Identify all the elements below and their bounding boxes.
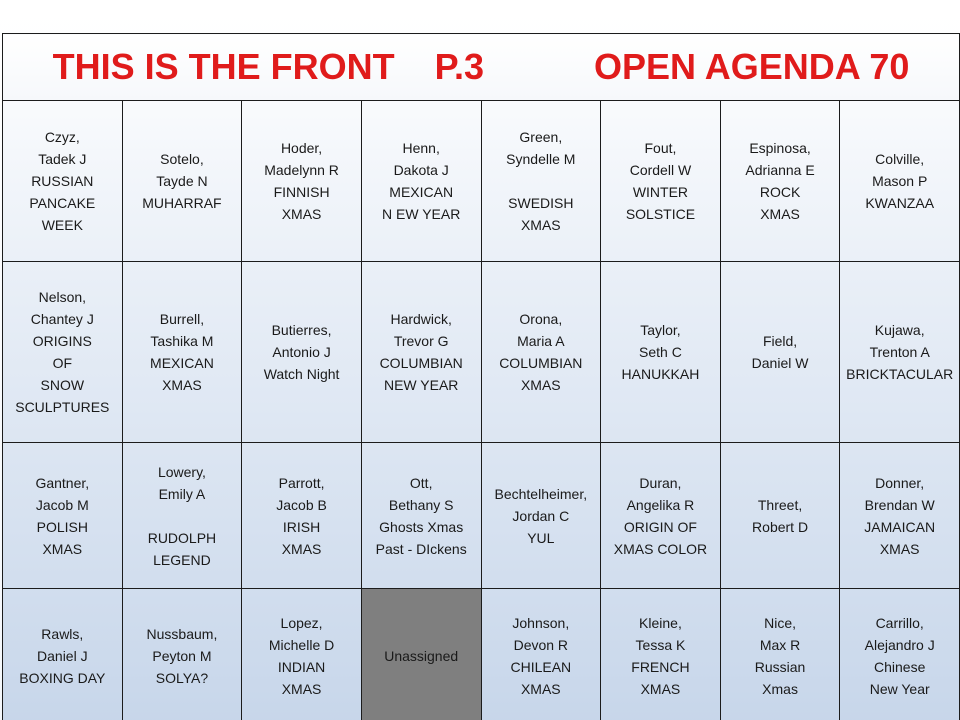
table-row [3,101,960,262]
title-row [3,34,960,101]
table-cell: Duran, Angelika R ORIGIN OF XMAS COLOR [601,443,721,589]
table-cell: Donner, Brendan W JAMAICAN XMAS [840,443,960,589]
table-cell: Johnson, Devon R CHILEAN XMAS [481,589,601,720]
table-cell: Parrott, Jacob B IRISH XMAS [242,443,362,589]
table-cell: Carrillo, Alejandro J Chinese New Year [840,589,960,720]
table-cell: Sotelo, Tayde N MUHARRAF [122,101,242,262]
table-cell: Threet, Robert D [720,443,840,589]
table-row [3,589,960,720]
slide-title: THIS IS THE FRONT P.3 OPEN AGENDA 70 [3,34,960,101]
table-cell: Hardwick, Trevor G COLUMBIAN NEW YEAR [361,262,481,443]
table-cell: Kleine, Tessa K FRENCH XMAS [601,589,721,720]
table-cell: Green, Syndelle M SWEDISH XMAS [481,101,601,262]
table-cell: Nelson, Chantey J ORIGINS OF SNOW SCULPTURES [3,262,123,443]
table-cell: Fout, Cordell W WINTER SOLSTICE [601,101,721,262]
agenda-table [2,33,960,720]
table-cell: Espinosa, Adrianna E ROCK XMAS [720,101,840,262]
table-cell: Taylor, Seth C HANUKKAH [601,262,721,443]
table-cell: Orona, Maria A COLUMBIAN XMAS [481,262,601,443]
table-cell: Hoder, Madelynn R FINNISH XMAS [242,101,362,262]
table-cell: Nice, Max R Russian Xmas [720,589,840,720]
table-row [3,443,960,589]
table-cell: Colville, Mason P KWANZAA [840,101,960,262]
table-cell: Lowery, Emily A RUDOLPH LEGEND [122,443,242,589]
table-cell: Czyz, Tadek J RUSSIAN PANCAKE WEEK [3,101,123,262]
table-cell: Rawls, Daniel J BOXING DAY [3,589,123,720]
table-cell: Field, Daniel W [720,262,840,443]
table-cell: Butierres, Antonio J Watch Night [242,262,362,443]
table-cell: Lopez, Michelle D INDIAN XMAS [242,589,362,720]
unassigned-cell: Unassigned [361,589,481,720]
table-cell: Gantner, Jacob M POLISH XMAS [3,443,123,589]
table-cell: Bechtelheimer, Jordan C YUL [481,443,601,589]
table-row [3,262,960,443]
table-cell: Ott, Bethany S Ghosts Xmas Past - DIckens [361,443,481,589]
table-cell: Nussbaum, Peyton M SOLYA? [122,589,242,720]
table-cell: Henn, Dakota J MEXICAN N EW YEAR [361,101,481,262]
table-cell: Burrell, Tashika M MEXICAN XMAS [122,262,242,443]
table-cell: Kujawa, Trenton A BRICKTACULAR [840,262,960,443]
